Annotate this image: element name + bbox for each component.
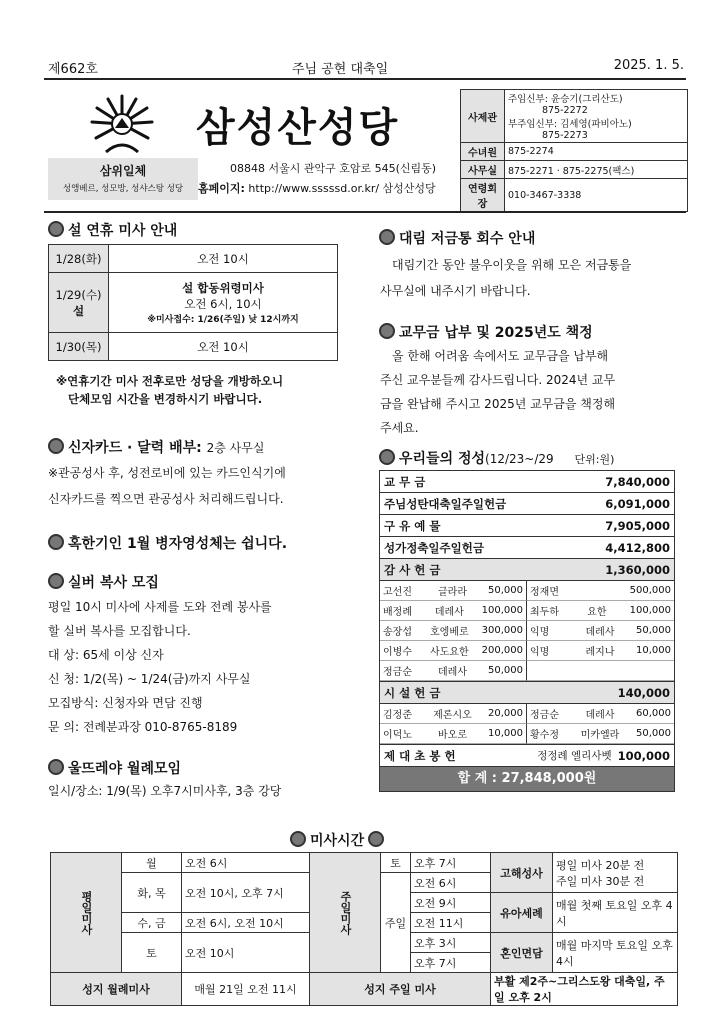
- candle-offering-row: 제 대 초 봉 헌 정정례 엘리사벳 100,000: [380, 745, 674, 767]
- donor: 황수정 미카엘라 50,000: [527, 724, 674, 744]
- shrine-sunday-time: 부활 제2주~그리스도왕 대축일, 주일 오후 2시: [491, 973, 678, 1006]
- confession-label: 고해성사: [491, 853, 553, 893]
- secretary-label: 사무실: [461, 161, 505, 179]
- issue-date: 2025. 1. 5.: [613, 58, 684, 73]
- holiday-time: 오전 10시: [109, 245, 338, 273]
- offerings-title: 우리들의 정성(12/23~/29 단위:원): [379, 448, 614, 468]
- holiday-table: [48, 244, 338, 361]
- dues-title: 교무금 납부 및 2025년도 책정: [379, 322, 593, 342]
- offering-row: 주님성탄대축일주일헌금 6,091,000: [380, 493, 674, 515]
- secretary-tel: 875-2271 · 875-2275(팩스): [505, 161, 688, 179]
- shrine-monthly-label: 성지 월례미사: [51, 973, 182, 1006]
- donor: 김정준 제론시오 20,000: [380, 704, 527, 724]
- holiday-date: 1/28(화): [49, 245, 109, 273]
- offering-row: 구 유 예 물 7,905,000: [380, 515, 674, 537]
- issue-number: 제662호: [48, 62, 98, 77]
- holiday-section-title: 설 연휴 미사 안내: [48, 220, 177, 240]
- shrine-monthly-time: 매월 21일 오전 11시: [182, 973, 310, 1006]
- parish-name: 삼성산성당: [196, 105, 400, 151]
- donor: 이병수 사도요한 200,000: [380, 641, 527, 661]
- advent-text: 대림기간 동안 불우이웃을 위해 모은 저금통을 사무실에 내주시기 바랍니다.: [380, 258, 632, 298]
- donor: 정금순 데레사 50,000: [380, 661, 527, 681]
- offering-row: 교 무 금 7,840,000: [380, 471, 674, 493]
- altar-server-text: 평일 10시 미사에 사제를 도와 전례 봉사를 할 실버 복사를 모집합니다. 대 상: 65세 이상 신자 신 청: 1/2(목) ~ 1/24(금)까지 사무실 모집방식: 신청자와 면담 진행 문 의: 전례분과장 010-8765-8189: [48, 600, 272, 734]
- donor: 송장섭 호엥베로 300,000: [380, 621, 527, 641]
- header-divider: [44, 211, 686, 213]
- card-text: ※관공성사 후, 성전로비에 있는 카드인식기에 신자카드를 찍으면 관공성사 처리해드립니다.: [48, 466, 286, 506]
- holiday-date: 1/30(목): [49, 333, 109, 361]
- homepage-url[interactable]: http://www.sssssd.or.kr/ 삼성산성당: [248, 182, 436, 195]
- offerings-table: [379, 470, 675, 792]
- patron-title: 삼위일체: [99, 164, 147, 178]
- donor: 최두하 요한 100,000: [527, 601, 674, 621]
- rectory-info: [505, 90, 688, 143]
- convent-label: 수녀원: [461, 143, 505, 161]
- facility-offering-list: [380, 704, 674, 745]
- assistant-tel: 875-2273: [542, 130, 588, 141]
- pastor: 주임신부: 윤승기(그리산도): [508, 94, 623, 105]
- donor: 정금순 데레사 60,000: [527, 704, 674, 724]
- offerings-total: 합 계 : 27,848,000원: [380, 767, 674, 791]
- top-line: [44, 54, 686, 80]
- bullet-icon: [48, 573, 64, 589]
- rectory-label: 사제관: [461, 90, 505, 143]
- homepage: [198, 180, 436, 196]
- council-label: 연령회장: [461, 179, 505, 212]
- contact-table: [460, 89, 688, 212]
- bullet-icon: [48, 221, 64, 237]
- holiday-date: 1/29(수) 설: [49, 273, 109, 333]
- patron-names: 성앵베르, 성모방, 성샤스탕 성당: [62, 184, 184, 194]
- pastor-tel: 875-2272: [542, 105, 588, 116]
- sunday-mass-label: 주일미사: [310, 853, 381, 973]
- feast-title: 주님 공현 대축일: [292, 62, 389, 77]
- donor: 배정례 데레사 100,000: [380, 601, 527, 621]
- donor: 익명 데레사 50,000: [527, 621, 674, 641]
- bullet-icon: [48, 438, 64, 454]
- thanks-offering-header: 감 사 헌 금 1,360,000: [380, 559, 674, 581]
- dues-text: 올 한해 어려움 속에서도 교무금을 납부해 주신 교우분들께 감사드립니다. 2024년 교무 금을 완납해 주시고 2025년 교무금을 책정해 주세요.: [380, 349, 616, 435]
- donor: 고선진 글라라 50,000: [380, 581, 527, 601]
- mass-times-title: 미사시간: [290, 830, 388, 850]
- shrine-sunday-label: 성지 주일 미사: [310, 973, 491, 1006]
- convent-tel: 875-2274: [505, 143, 688, 161]
- bullet-icon: [379, 449, 395, 465]
- ultreya-title: 울뜨레야 월례모임: [48, 758, 181, 778]
- homepage-label: 홈페이지:: [198, 182, 245, 195]
- bullet-icon: [48, 534, 64, 550]
- bullet-icon: [290, 831, 306, 847]
- marriage-time: 매월 마지막 토요일 오후 4시: [553, 933, 678, 973]
- bullet-icon: [48, 759, 64, 775]
- sick-communion-title: 혹한기인 1월 병자영성체는 쉽니다.: [48, 533, 287, 553]
- mass-times-table: 평일미사 월 오전 6시 주일미사 토 오후 7시 고해성사 평일 미사 20분 전 주일 미사 30분 전 화, 목 오전 10시, 오후 7시 주일 오전 6시 오전 9시 유아세례 매월 첫째 토요일 오후 4시 수, 금 오전 6시, 오전 10시 오전 11시 토 오전 10시 오후 3시 혼인면담 매월 마지막 토요일 오후 4시 오후 7시 성지 월례미사 매월 21일 오전 11시 성지 주일 미사 부활 제2주~그리스도왕 대축일, 주일 오후 2시: [50, 852, 678, 1006]
- ultreya-text: 일시/장소: 1/9(목) 오후7시미사후, 3층 강당: [48, 784, 282, 798]
- confession-times: 평일 미사 20분 전 주일 미사 30분 전: [553, 853, 678, 893]
- baptism-time: 매월 첫째 토요일 오후 4시: [553, 893, 678, 933]
- donor: 익명 레지나 10,000: [527, 641, 674, 661]
- address: 08848 서울시 관악구 호암로 545(신림동): [230, 162, 437, 175]
- bullet-icon: [379, 229, 395, 245]
- thanks-offering-list: [380, 581, 674, 682]
- assistant-pastor: 부주임신부: 김세영(파비아노): [508, 119, 632, 130]
- offering-row: 성가정축일주일헌금 4,412,800: [380, 537, 674, 559]
- bullet-icon: [379, 323, 395, 339]
- parish-logo: [86, 92, 158, 156]
- facility-offering-header: 시 설 헌 금 140,000: [380, 682, 674, 704]
- altar-server-title: 실버 복사 모집: [48, 572, 159, 592]
- donor: 이덕노 바오로 10,000: [380, 724, 527, 744]
- council-tel: 010-3467-3338: [505, 179, 688, 212]
- card-section-title: 신자카드 · 달력 배부: 2층 사무실: [48, 437, 264, 457]
- donor-empty: [527, 661, 674, 681]
- donor: 정재면 500,000: [527, 581, 674, 601]
- baptism-label: 유아세례: [491, 893, 553, 933]
- marriage-label: 혼인면담: [491, 933, 553, 973]
- holiday-memorial: 설 합동위령미사 오전 6시, 10시 ※미사접수: 1/26(주일) 낮 12시까지: [109, 273, 338, 333]
- advent-title: 대림 저금통 회수 안내: [379, 228, 535, 248]
- holiday-time: 오전 10시: [109, 333, 338, 361]
- weekday-mass-label: 평일미사: [51, 853, 122, 973]
- holiday-note: ※연휴기간 미사 전후로만 성당을 개방하오니 단체모임 시간을 변경하시기 바랍니다.: [56, 374, 284, 406]
- bullet-icon: [368, 831, 384, 847]
- patron-box: [48, 158, 198, 200]
